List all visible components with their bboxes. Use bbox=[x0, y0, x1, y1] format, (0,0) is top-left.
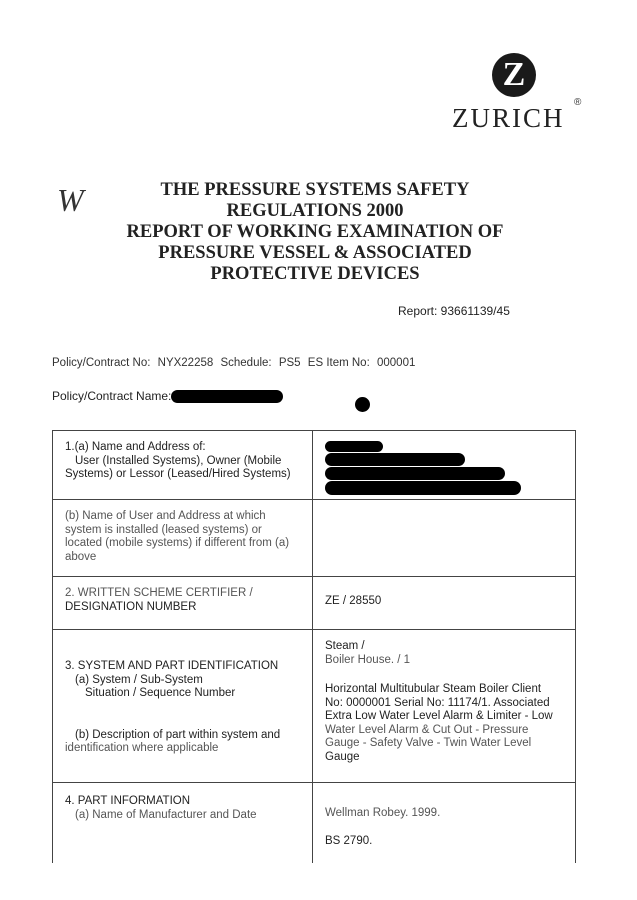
label-line: located (mobile systems) if different from (a) bbox=[65, 537, 290, 549]
table-row bbox=[53, 783, 575, 863]
value-line: Boiler House. / 1 bbox=[325, 653, 411, 666]
registered-mark: ® bbox=[574, 97, 582, 108]
redaction-bar bbox=[171, 390, 283, 403]
value-line: Extra Low Water Level Alarm & Limiter - Low bbox=[325, 710, 553, 722]
value-line: Wellman Robey. 1999. bbox=[325, 807, 441, 819]
title-line: REPORT OF WORKING EXAMINATION OF bbox=[126, 222, 504, 242]
value-line: Gauge bbox=[325, 750, 360, 763]
table-row bbox=[53, 630, 575, 783]
policy-name-label: Policy/Contract Name: bbox=[52, 389, 172, 403]
label-line: (b) Description of part within system and bbox=[75, 728, 281, 741]
table-row bbox=[53, 431, 575, 500]
section-2-value: ZE / 28550 bbox=[325, 595, 382, 607]
value-line: Steam / bbox=[325, 640, 365, 652]
redaction-bar bbox=[325, 481, 521, 495]
section-4-label bbox=[53, 783, 313, 863]
zurich-wordmark: ZURICH bbox=[452, 103, 565, 133]
examination-table bbox=[52, 430, 576, 863]
contract-no: NYX22258 bbox=[157, 357, 214, 369]
label-line: (a) Name of Manufacturer and Date bbox=[75, 808, 257, 821]
label-line: Situation / Sequence Number bbox=[85, 687, 236, 699]
redaction-dot bbox=[355, 397, 370, 412]
schedule-value: PS5 bbox=[278, 357, 301, 369]
policy-name-line bbox=[52, 389, 283, 403]
label-line: identification where applicable bbox=[65, 742, 219, 754]
label-line: 1.(a) Name and Address of: bbox=[65, 441, 206, 453]
label-line: (b) Name of User and Address at which bbox=[65, 510, 266, 522]
label-line: system is installed (leased systems) or bbox=[65, 523, 262, 536]
redaction-bar bbox=[325, 453, 465, 466]
schedule-label: Schedule: bbox=[220, 357, 272, 369]
label-line: Systems) or Lessor (Leased/Hired Systems) bbox=[65, 468, 291, 480]
table-row bbox=[53, 500, 575, 577]
redaction-bar bbox=[325, 441, 383, 452]
table-row bbox=[53, 577, 575, 630]
label-line: 4. PART INFORMATION bbox=[65, 795, 191, 807]
label-line: 2. WRITTEN SCHEME CERTIFIER / bbox=[65, 587, 253, 599]
section-1a-label bbox=[53, 431, 313, 499]
section-4-value bbox=[313, 783, 575, 863]
section-1b-value bbox=[313, 500, 575, 576]
handwritten-mark: W bbox=[57, 182, 84, 218]
section-2-label bbox=[53, 577, 313, 629]
label-line: (a) System / Sub-System bbox=[75, 673, 203, 686]
section-3-label bbox=[53, 630, 313, 782]
value-line: BS 2790. bbox=[325, 834, 373, 847]
zurich-logo bbox=[450, 45, 590, 135]
redaction-bar bbox=[325, 467, 505, 480]
item-no: 000001 bbox=[376, 357, 416, 369]
value-line: No: 0000001 Serial No: 11174/1. Associated bbox=[325, 696, 550, 709]
item-label: ES Item No: bbox=[307, 357, 370, 369]
policy-line bbox=[52, 357, 419, 369]
label-line: DESIGNATION NUMBER bbox=[65, 600, 197, 613]
title-line: PRESSURE VESSEL & ASSOCIATED bbox=[158, 243, 472, 263]
value-line: Gauge - Safety Valve - Twin Water Level bbox=[325, 737, 532, 749]
report-number: Report: 93661139/45 bbox=[398, 304, 510, 318]
contract-label: Policy/Contract No: bbox=[52, 357, 151, 369]
title-line: REGULATIONS 2000 bbox=[226, 201, 404, 221]
section-1a-value bbox=[313, 431, 575, 499]
title-line: PROTECTIVE DEVICES bbox=[210, 264, 420, 284]
value-line: Horizontal Multitubular Steam Boiler Client bbox=[325, 683, 542, 695]
zurich-z-icon: Z bbox=[492, 53, 536, 97]
label-line: above bbox=[65, 550, 97, 563]
label-line: 3. SYSTEM AND PART IDENTIFICATION bbox=[65, 660, 279, 672]
value-line: Water Level Alarm & Cut Out - Pressure bbox=[325, 723, 529, 736]
section-1b-label bbox=[53, 500, 313, 576]
section-3-value bbox=[313, 630, 575, 782]
label-line: User (Installed Systems), Owner (Mobile bbox=[75, 454, 282, 467]
title-line: THE PRESSURE SYSTEMS SAFETY bbox=[160, 180, 470, 200]
document-title bbox=[90, 180, 540, 285]
